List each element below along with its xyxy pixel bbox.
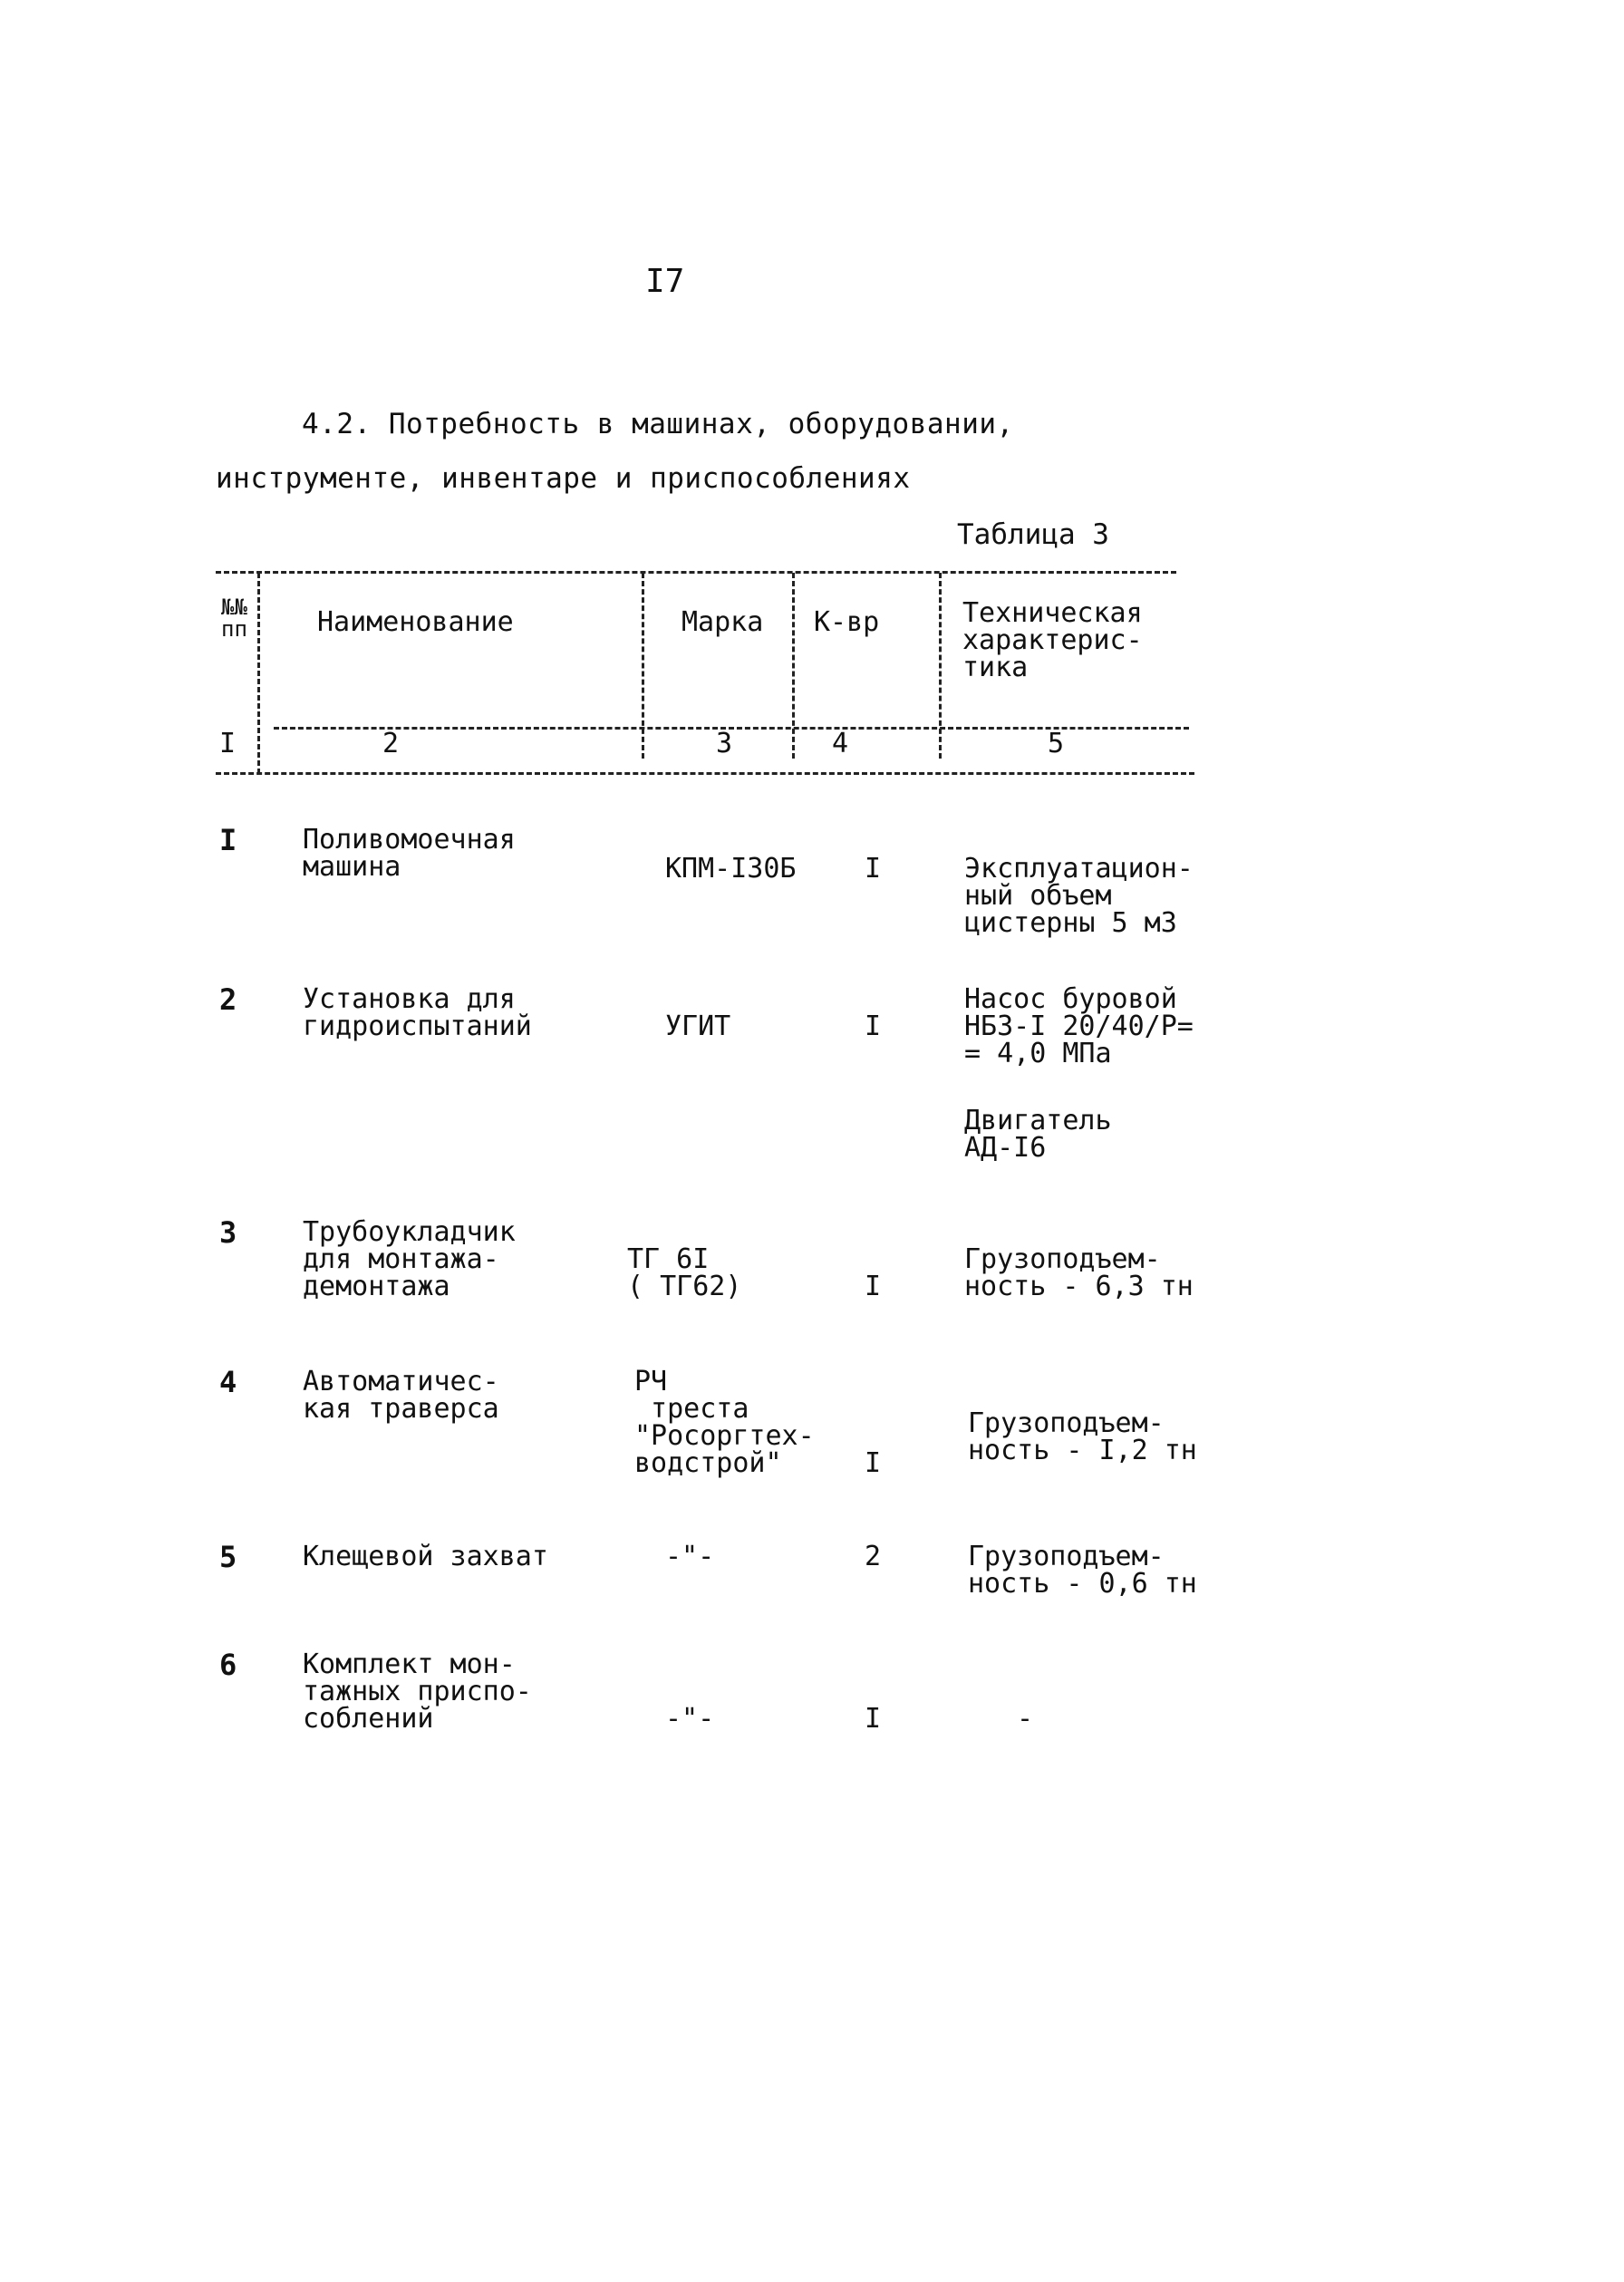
row-name: Комплект мон- тажных приспо- соблений [303,1649,532,1735]
column-divider-4 [939,573,942,759]
row-quantity: I [865,1703,882,1735]
column-number-3: 3 [716,728,733,759]
row-spec: Грузоподъем- ность - 0,6 тн [968,1541,1197,1600]
row-quantity: 2 [865,1541,882,1572]
row-brand: -"- [665,1703,715,1735]
row-number: 5 [219,1540,237,1574]
row-brand: -"- [665,1541,715,1572]
row-spec: - [1017,1703,1034,1735]
row-spec: Насос буровой НБЗ-I 20/40/Р= = 4,0 МПа [964,983,1194,1069]
row-spec: Грузоподъем- ность - 6,3 тн [964,1243,1194,1302]
header-quantity: К-вр [814,606,880,638]
row-brand: УГИТ [665,1010,731,1042]
row-name: Автоматичес- кая траверса [303,1366,499,1425]
row-quantity: I [865,1447,882,1479]
row-name: Клещевой захват [303,1541,548,1572]
section-heading-line-2: инструменте, инвентаре и приспособлениях [216,462,911,495]
header-spec: Техническая характерис- тика [962,597,1143,683]
row-spec-extra: Двигатель АД-I6 [964,1105,1112,1164]
row-brand: КПМ-I30Б [665,853,797,885]
row-name: Трубоукладчик для монтажа- демонтажа [303,1216,516,1302]
header-number: №№ пп [221,595,247,642]
row-name: Поливомоечная машина [303,824,516,883]
column-divider-2 [642,573,644,759]
row-spec: Грузоподъем- ность - I,2 тн [968,1407,1197,1466]
column-divider-3 [792,573,795,759]
row-brand: ТГ 6I ( ТГ62) [627,1243,742,1302]
table-label: Таблица 3 [957,518,1109,551]
row-name: Установка для гидроиспытаний [303,983,532,1042]
row-number: I [219,823,237,857]
row-number: 4 [219,1365,237,1399]
row-number: 2 [219,982,237,1017]
table-top-rule [216,571,1176,574]
section-heading-line-1: 4.2. Потребность в машинах, оборудовании, [302,408,1014,440]
column-number-4: 4 [832,728,849,759]
table-header-bottom-rule [216,772,1194,775]
column-number-5: 5 [1048,728,1065,759]
row-spec: Эксплуатацион- ный объем цистерны 5 м3 [964,853,1194,939]
column-divider-1 [257,573,260,774]
row-number: 6 [219,1648,237,1682]
column-number-2: 2 [382,728,400,759]
header-name: Наименование [317,606,514,638]
header-brand: Марка [682,606,764,638]
page-number: I7 [645,263,685,300]
column-number-1: I [219,728,237,759]
row-brand: РЧ треста "Росоргтех- водстрой" [634,1366,815,1479]
row-quantity: I [865,1271,882,1302]
row-quantity: I [865,1010,882,1042]
row-number: 3 [219,1215,237,1250]
row-quantity: I [865,853,882,885]
